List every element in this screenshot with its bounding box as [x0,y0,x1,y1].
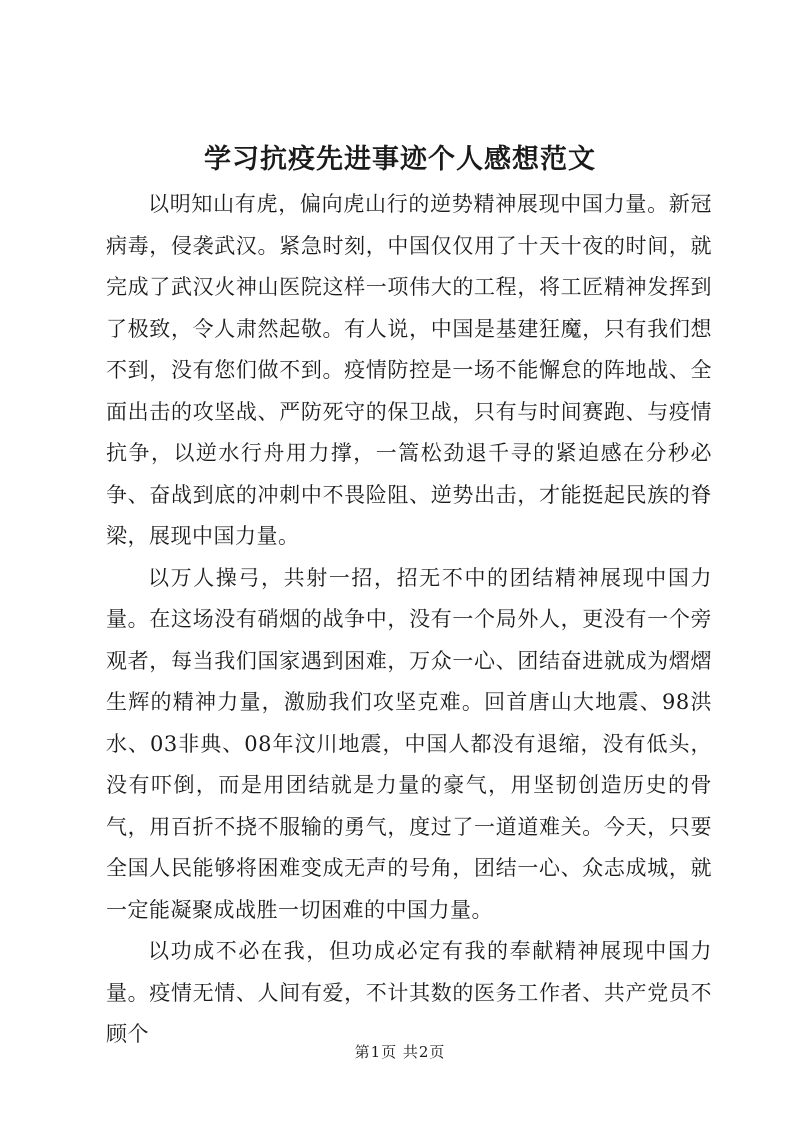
document-title: 学习抗疫先进事迹个人感想范文 [204,144,596,175]
document-body [106,184,712,1056]
page-number-footer: 第1页 共2页 [354,1043,446,1061]
paragraph-1: 以明知山有虎，偏向虎山行的逆势精神展现中国力量。新冠病毒，侵袭武汉。紧急时刻，中国仅仅用了十天十夜的时间，就完成了武汉火神山医院这样一项伟大的工程，将工匠精神发挥到了极致，令人肃然起敬。有人说，中国是基建狂魔，只有我们想不到，没有您们做不到。疫情防控是一场不能懈怠的阵地战、全面出击的攻坚战、严防死守的保卫战，只有与时间赛跑、与疫情抗争，以逆水行舟用力撑，一篙松劲退千寻的紧迫感在分秒必争、奋战到底的冲刺中不畏险阻、逆势出击，才能挺起民族的脊梁，展现中国力量。 [106,192,712,548]
paragraph-3: 以功成不必在我，但功成必定有我的奉献精神展现中国力量。疫情无情、人间有爱，不计其数的医务工作者、共产党员不顾个 [106,939,712,1046]
paragraph-2: 以万人操弓，共射一招，招无不中的团结精神展现中国力量。在这场没有硝烟的战争中，没有一个局外人，更没有一个旁观者，每当我们国家遇到困难，万众一心、团结奋进就成为熠熠生辉的精神力量，激励我们攻坚克难。回首唐山大地震、98洪水、03非典、08年汶川地震，中国人都没有退缩，没有低头，没有吓倒，而是用团结就是力量的豪气，用坚韧创造历史的骨气，用百折不挠不服输的勇气，度过了一道道难关。今天，只要全国人民能够将困难变成无声的号角，团结一心、众志成城，就一定能凝聚成战胜一切困难的中国力量。 [106,565,712,922]
